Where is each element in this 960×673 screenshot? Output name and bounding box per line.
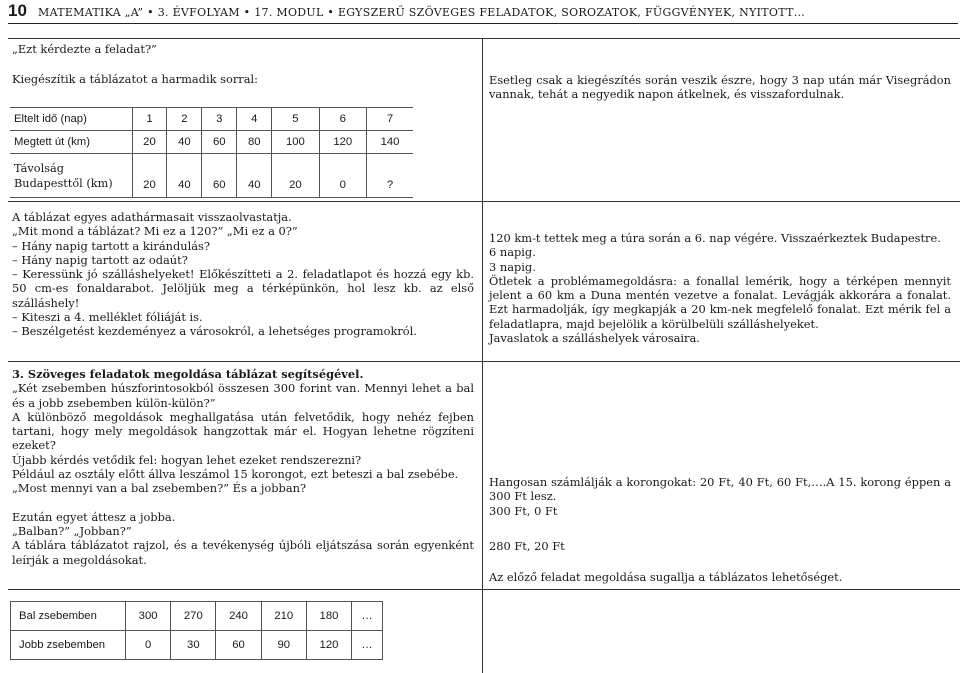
section-3-paragraph: A különböző megoldások meghallgatása után felvetődik, hogy nehéz fejben tartani, hogy mely megoldások hangzottak már el. Hogyan lehetne rögzíteni ezeket? xyxy=(12,409,474,453)
section-3-title: 3. Szöveges feladatok megoldása táblázat segítségével. xyxy=(12,367,364,381)
answer-line: 3 napig. xyxy=(489,259,536,274)
divider-right-1 xyxy=(483,38,960,39)
table-cell: 60 xyxy=(202,131,237,154)
table-cell: 0 xyxy=(126,631,171,660)
answer-line: 6 napig. xyxy=(489,245,536,260)
table-cell: 1 xyxy=(132,108,167,131)
section-3-paragraph: Ezután egyet áttesz a jobba. xyxy=(12,509,176,524)
section-3-block xyxy=(12,367,474,567)
question-line: – Keressünk jó szálláshelyeket! Előkészítteti a 2. feladatlapot és hozzá egy kb. 50 cm-es fonaldarabot. Jelöljük meg a térképünkön, hol lesz kb. az első szálláshely! xyxy=(12,267,474,310)
table-row xyxy=(10,154,413,198)
divider-left-1 xyxy=(8,38,482,39)
table-cell: 6 xyxy=(319,108,366,131)
distance-table xyxy=(10,107,413,198)
table-cell: 5 xyxy=(272,108,319,131)
table-cell: 60 xyxy=(216,631,261,660)
column-divider xyxy=(482,38,483,673)
table-row xyxy=(11,631,383,660)
divider-left-4 xyxy=(8,589,482,590)
section-3-paragraph: Újabb kérdés vetődik fel: hogyan lehet ezeket rendszerezni? xyxy=(12,452,362,467)
table-cell: 100 xyxy=(272,131,319,154)
note-text: Esetleg csak a kiegészítés során veszik észre, hogy 3 nap után már Visegrádon vannak, tehát a negyedik napon átkelnek, és visszafordulnak. xyxy=(489,73,951,102)
divider-right-2 xyxy=(483,201,960,202)
answers-block xyxy=(489,231,951,345)
final-note-text: Az előző feladat megoldása sugallja a táblázatos lehetőséget. xyxy=(489,570,843,584)
table-cell: 90 xyxy=(261,631,306,660)
table-cell: 30 xyxy=(171,631,216,660)
table-cell: 180 xyxy=(306,602,351,631)
table-cell: 240 xyxy=(216,602,261,631)
question-line: A táblázat egyes adathármasait visszaolvastatja. xyxy=(12,210,292,224)
divider-right-3 xyxy=(483,361,960,362)
divider-right-4 xyxy=(483,589,960,590)
question-line: – Beszélgetést kezdeményez a városokról, a lehetséges programokról. xyxy=(12,324,417,339)
row-label: Jobb zsebemben xyxy=(11,631,126,660)
page-number: 10 xyxy=(8,1,27,20)
table-cell: … xyxy=(352,602,383,631)
question-line: – Hány napig tartott az odaút? xyxy=(12,252,188,267)
divider-left-3 xyxy=(8,361,482,362)
final-note xyxy=(489,570,951,584)
counting-block xyxy=(489,475,951,518)
table-cell: 40 xyxy=(167,131,202,154)
table-cell: 0 xyxy=(319,154,366,198)
section-3-paragraph: „Balban?” „Jobban?” xyxy=(12,523,132,538)
row-label: Eltelt idő (nap) xyxy=(10,108,132,131)
intro-text xyxy=(12,42,472,87)
page-header xyxy=(8,2,958,24)
question-line: – Hány napig tartott a kirándulás? xyxy=(12,238,210,253)
table-cell: 270 xyxy=(171,602,216,631)
counting-line: Hangosan számlálják a korongokat: 20 Ft, 40 Ft, 60 Ft,….A 15. korong éppen a 300 Ft lesz. xyxy=(489,475,951,504)
row-label: Megtett út (km) xyxy=(10,131,132,154)
table-cell: 120 xyxy=(306,631,351,660)
table-cell: 3 xyxy=(202,108,237,131)
table-cell: 20 xyxy=(272,154,319,198)
row-label: Távolság Budapesttől (km) xyxy=(10,154,132,198)
section-3-paragraph: „Két zsebemben húszforintosokból összesen 300 forint van. Mennyi lehet a bal és a jobb zsebemben külön-külön?” xyxy=(12,381,474,410)
table-cell: 2 xyxy=(167,108,202,131)
answer-280 xyxy=(489,539,951,553)
table-cell: 60 xyxy=(202,154,237,198)
intro-line-1: „Ezt kérdezte a feladat?” xyxy=(12,42,157,56)
pocket-table xyxy=(10,601,383,660)
table-cell: 140 xyxy=(367,131,414,154)
divider-left-2 xyxy=(8,201,482,202)
row-label: Bal zsebemben xyxy=(11,602,126,631)
table-cell: 80 xyxy=(237,131,272,154)
intro-line-2: Kiegészítik a táblázatot a harmadik sorral: xyxy=(12,72,258,87)
table-cell: 300 xyxy=(126,602,171,631)
table-cell: 7 xyxy=(367,108,414,131)
table-cell: 210 xyxy=(261,602,306,631)
answer-line: 120 km-t tettek meg a túra során a 6. nap végére. Visszaérkeztek Budapestre. xyxy=(489,231,941,245)
table-row xyxy=(10,131,413,154)
section-3-paragraph: Például az osztály előtt állva leszámol 15 korongot, ezt beteszi a bal zsebébe. xyxy=(12,467,459,482)
table-row xyxy=(11,602,383,631)
answer-280-text: 280 Ft, 20 Ft xyxy=(489,539,565,553)
question-line: „Mit mond a táblázat? Mi ez a 120?” „Mi ez a 0?” xyxy=(12,224,298,239)
section-3-paragraph: A táblára táblázatot rajzol, és a tevékenység újbóli eljátszása során egyenként leírják a megoldásokat. xyxy=(12,538,474,567)
table-row xyxy=(10,108,413,131)
table-cell: 20 xyxy=(132,154,167,198)
table-cell: 40 xyxy=(237,154,272,198)
counting-line: 300 Ft, 0 Ft xyxy=(489,503,558,518)
question-line: – Kiteszi a 4. melléklet fóliáját is. xyxy=(12,310,203,325)
questions-block xyxy=(12,210,474,339)
note-visegrad xyxy=(489,73,951,102)
table-cell: ? xyxy=(367,154,414,198)
table-cell: 120 xyxy=(319,131,366,154)
table-cell: 4 xyxy=(237,108,272,131)
table-cell: 40 xyxy=(167,154,202,198)
table-cell: … xyxy=(352,631,383,660)
running-head: MATEMATIKA „A” • 3. ÉVFOLYAM • 17. MODUL • EGYSZERŰ SZÖVEGES FELADATOK, SOROZATOK, FÜGGVÉNYEK, NYITOTT… xyxy=(38,6,806,19)
table-cell: 20 xyxy=(132,131,167,154)
answer-line: Ötletek a problémamegoldásra: a fonallal lemérik, hogy a térképen mennyit jelent a 60 km a Duna mentén vezetve a fonalat. Levágják akkorára a fonalat. Ezt harmadolják, így megkapják a 20 km-nek megfelelő fonalat. Ezt mérik fel a feladatlapra, majd bejelölik a körülbelüli szálláshelyeket. xyxy=(489,273,951,331)
section-3-paragraph: „Most mennyi van a bal zsebemben?” És a jobban? xyxy=(12,481,307,496)
answer-line: Javaslatok a szálláshelyek városaira. xyxy=(489,331,700,346)
